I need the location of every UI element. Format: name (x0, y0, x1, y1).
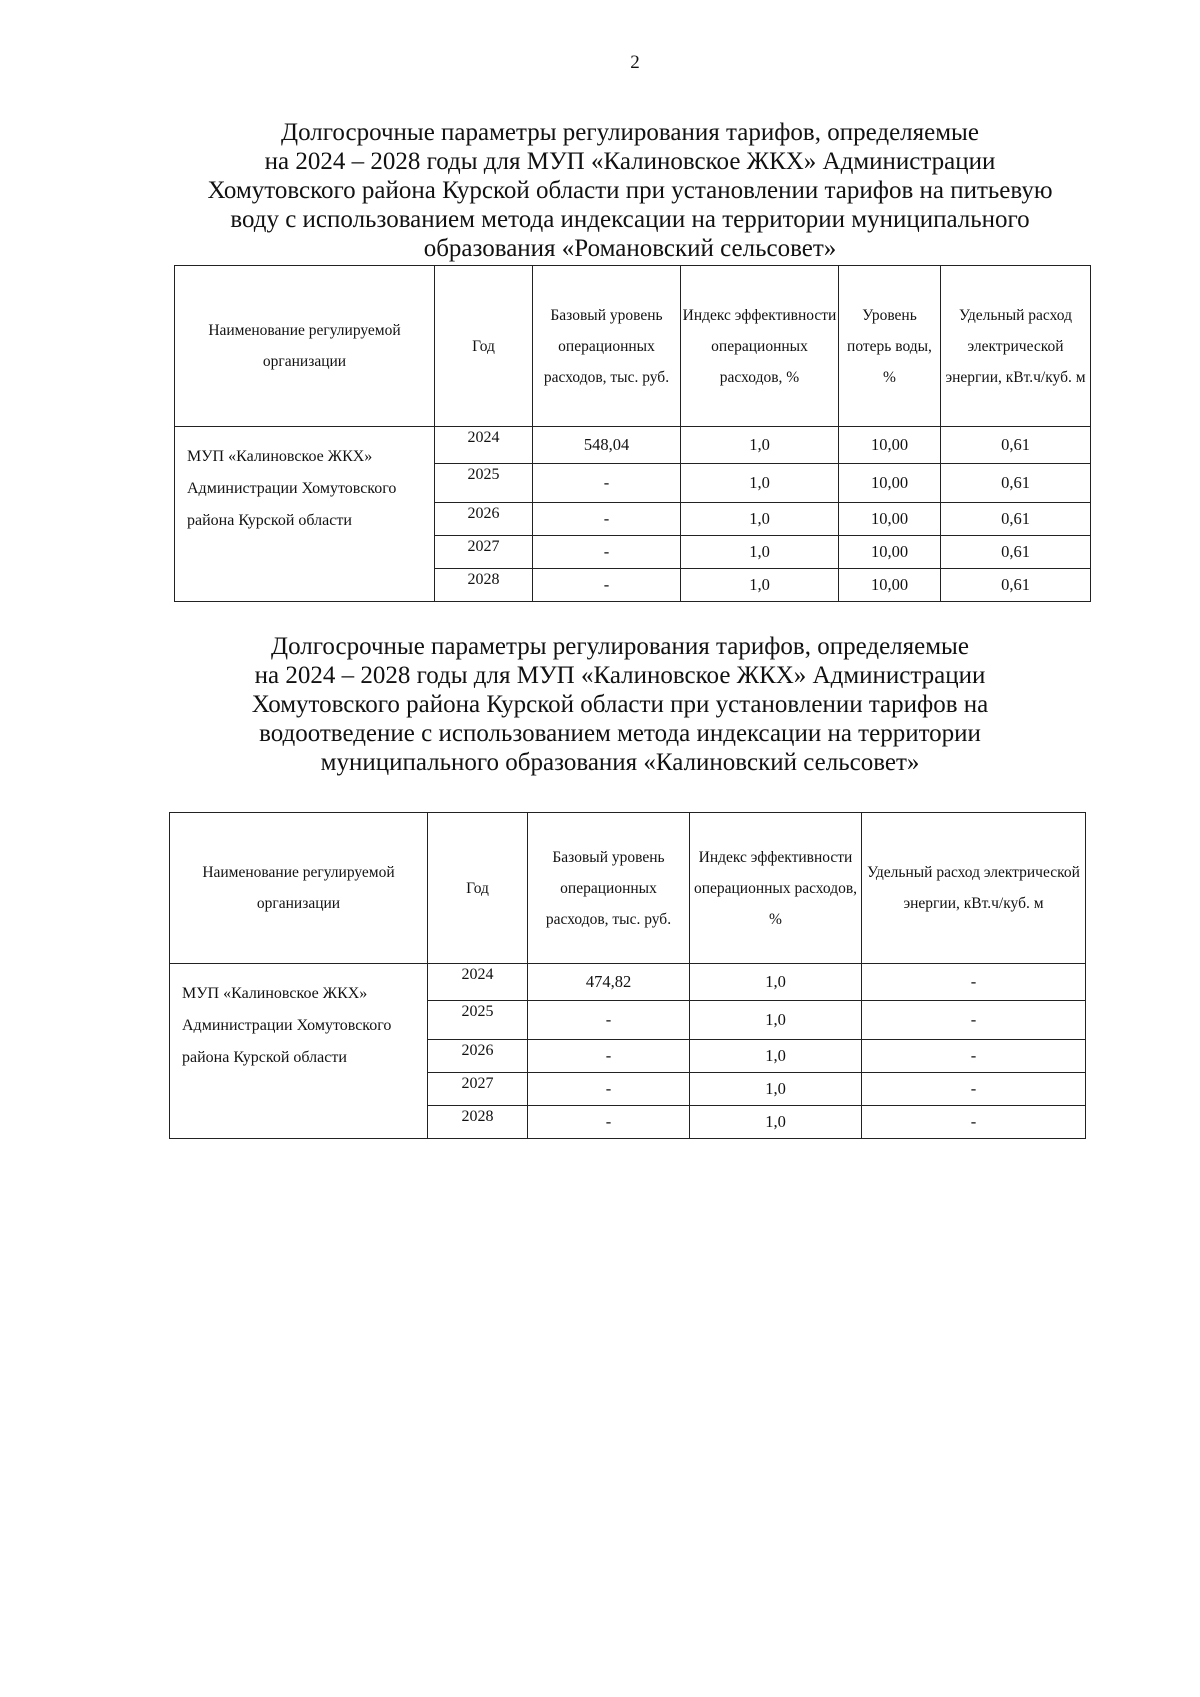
base-level-cell: - (533, 536, 681, 569)
table-header-row (175, 266, 1091, 427)
efficiency-index-cell: 1,0 (681, 536, 839, 569)
header-organization: Наименование регулируемой организации (170, 813, 428, 964)
water-losses-cell: 10,00 (839, 569, 941, 602)
year-cell: 2025 (428, 1001, 528, 1040)
section2-title-line: Хомутовского района Курской области при установлении тарифов на (251, 691, 989, 718)
year-cell: 2024 (428, 964, 528, 1001)
water-losses-cell: 10,00 (839, 503, 941, 536)
header-efficiency-index: Индекс эффективности операционных расходов, % (690, 813, 862, 964)
water-supply-tariff-table (174, 265, 1091, 602)
year-cell: 2028 (428, 1106, 528, 1139)
efficiency-index-cell: 1,0 (681, 503, 839, 536)
section1-title-line: образования «Романовский сельсовет» (423, 235, 837, 262)
section1-title-line: Хомутовского района Курской области при установлении тарифов на питьевую (207, 177, 1053, 204)
header-base-level: Базовый уровень операционных расходов, тыс. руб. (528, 813, 690, 964)
efficiency-index-cell: 1,0 (681, 464, 839, 503)
year-cell: 2024 (435, 427, 533, 464)
table-row (175, 427, 1091, 464)
water-losses-cell: 10,00 (839, 464, 941, 503)
section1-title (170, 118, 1090, 263)
section2-title-line: муниципального образования «Калиновский сельсовет» (320, 749, 920, 776)
section2-title (170, 632, 1070, 777)
table-header-row (170, 813, 1086, 964)
section2-title-line: на 2024 – 2028 годы для МУП «Калиновское ЖКХ» Администрации (254, 662, 986, 689)
year-cell: 2027 (428, 1073, 528, 1106)
year-cell: 2026 (435, 503, 533, 536)
base-level-cell: - (533, 503, 681, 536)
section2-title-line: водоотведение с использованием метода индексации на территории (259, 720, 981, 747)
base-level-cell: - (533, 464, 681, 503)
header-energy-consumption: Удельный расход электрической энергии, кВт.ч/куб. м (941, 266, 1091, 427)
year-cell: 2028 (435, 569, 533, 602)
water-losses-cell: 10,00 (839, 427, 941, 464)
header-water-losses: Уровень потерь воды, % (839, 266, 941, 427)
base-level-cell: - (528, 1001, 690, 1040)
efficiency-index-cell: 1,0 (681, 569, 839, 602)
section1-title-line: воду с использованием метода индексации на территории муниципального (230, 206, 1030, 233)
organization-name: МУП «Калиновское ЖКХ» Администрации Хомутовского района Курской области (175, 427, 435, 602)
efficiency-index-cell: 1,0 (690, 964, 862, 1001)
table-row (170, 964, 1086, 1001)
water-losses-cell: 10,00 (839, 536, 941, 569)
header-efficiency-index: Индекс эффективности операционных расходов, % (681, 266, 839, 427)
base-level-cell: - (528, 1040, 690, 1073)
section2-title-line: Долгосрочные параметры регулирования тарифов, определяемые (271, 633, 969, 660)
section1-title-line: на 2024 – 2028 годы для МУП «Калиновское ЖКХ» Администрации (264, 148, 996, 175)
base-level-cell: - (528, 1073, 690, 1106)
wastewater-tariff-table (169, 812, 1086, 1139)
energy-consumption-cell: - (862, 1040, 1086, 1073)
year-cell: 2026 (428, 1040, 528, 1073)
organization-name: МУП «Калиновское ЖКХ» Администрации Хомутовского района Курской области (170, 964, 428, 1139)
header-base-level: Базовый уровень операционных расходов, тыс. руб. (533, 266, 681, 427)
energy-consumption-cell: - (862, 1106, 1086, 1139)
page-number: 2 (630, 52, 640, 73)
header-energy-consumption: Удельный расход электрической энергии, кВт.ч/куб. м (862, 813, 1086, 964)
base-level-cell: 548,04 (533, 427, 681, 464)
year-cell: 2025 (435, 464, 533, 503)
base-level-cell: - (533, 569, 681, 602)
header-year: Год (428, 813, 528, 964)
efficiency-index-cell: 1,0 (690, 1001, 862, 1040)
efficiency-index-cell: 1,0 (690, 1073, 862, 1106)
efficiency-index-cell: 1,0 (690, 1106, 862, 1139)
energy-consumption-cell: 0,61 (941, 464, 1091, 503)
energy-consumption-cell: - (862, 1001, 1086, 1040)
energy-consumption-cell: - (862, 964, 1086, 1001)
year-cell: 2027 (435, 536, 533, 569)
base-level-cell: - (528, 1106, 690, 1139)
energy-consumption-cell: 0,61 (941, 503, 1091, 536)
efficiency-index-cell: 1,0 (690, 1040, 862, 1073)
energy-consumption-cell: 0,61 (941, 427, 1091, 464)
section1-title-line: Долгосрочные параметры регулирования тарифов, определяемые (281, 119, 979, 146)
energy-consumption-cell: 0,61 (941, 569, 1091, 602)
energy-consumption-cell: - (862, 1073, 1086, 1106)
energy-consumption-cell: 0,61 (941, 536, 1091, 569)
header-year: Год (435, 266, 533, 427)
header-organization: Наименование регулируемой организации (175, 266, 435, 427)
base-level-cell: 474,82 (528, 964, 690, 1001)
efficiency-index-cell: 1,0 (681, 427, 839, 464)
